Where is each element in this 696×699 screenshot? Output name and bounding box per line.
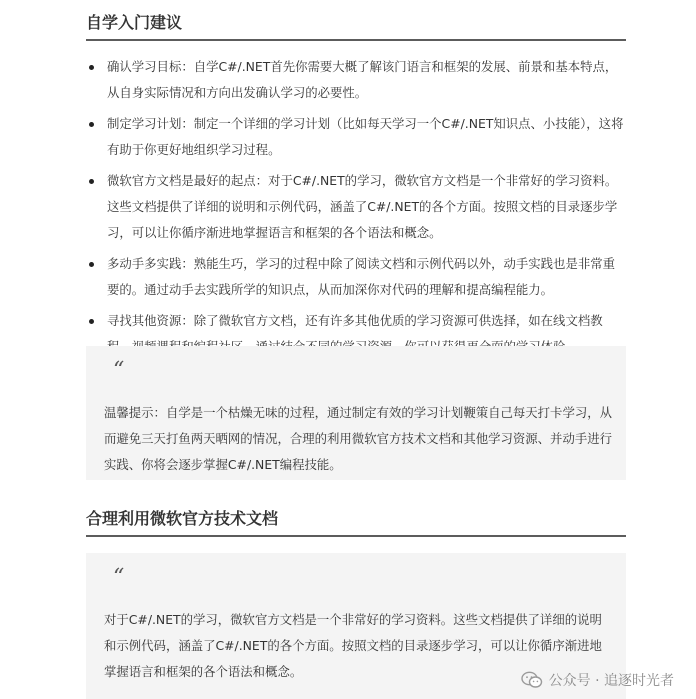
list-item: 多动手多实践：熟能生巧，学习的过程中除了阅读文档和示例代码以外，动手实践也是非常重要的。通过动手去实践所学的知识点，从而加深你对代码的理解和提高编程能力。 bbox=[86, 251, 626, 303]
section-heading-text: 合理利用微软官方技术文档 bbox=[86, 507, 278, 531]
quote-mark-icon: “ bbox=[113, 565, 125, 590]
list-item: 制定学习计划：制定一个详细的学习计划（比如每天学习一个C#/.NET知识点、小技能），这将有助于你更好地组织学习过程。 bbox=[86, 111, 626, 163]
list-item: 寻找其他资源：除了微软官方文档，还有许多其他优质的学习资源可供选择，如在线文档教 bbox=[86, 308, 626, 360]
tip-blockquote bbox=[86, 346, 626, 480]
section-heading-text: 自学入门建议 bbox=[86, 11, 182, 35]
docs-quote-text: 对于C#/.NET的学习，微软官方文档是一个非常好的学习资料。这些文档提供了详细的说明和示例代码，涵盖了C#/.NET的各个方面。按照文档的目录逐步学习，可以让你循序渐进地掌握语言和框架的各个语法和概念。 bbox=[104, 612, 602, 679]
quote-mark-icon: “ bbox=[113, 358, 125, 383]
wechat-icon bbox=[521, 671, 543, 689]
article-body bbox=[86, 0, 626, 679]
section-heading-self-study bbox=[86, 0, 626, 41]
advice-list bbox=[86, 54, 626, 360]
watermark bbox=[521, 670, 674, 690]
tip-text: 温馨提示：自学是一个枯燥无味的过程，通过制定有效的学习计划鞭策自己每天打卡学习，从而避免三天打鱼两天晒网的情况，合理的利用微软官方技术文档和其他学习资源、并动手进行实践、你将会逐步掌握C#/.NET编程技能。 bbox=[104, 405, 613, 472]
section-heading-official-docs bbox=[86, 496, 626, 537]
list-item: 确认学习目标：自学C#/.NET首先你需要大概了解该门语言和框架的发展、前景和基本特点，从自身实际情况和方向出发确认学习的必要性。 bbox=[86, 54, 626, 106]
watermark-text: 公众号 · 追逐时光者 bbox=[548, 673, 674, 689]
list-item: 微软官方文档是最好的起点：对于C#/.NET的学习，微软官方文档是一个非常好的学习资料。这些文档提供了详细的说明和示例代码，涵盖了C#/.NET的各个方面。按照文档的目录逐步学习，可以让你循序渐进地掌握语言和框架的各个语法和概念。 bbox=[86, 168, 626, 246]
